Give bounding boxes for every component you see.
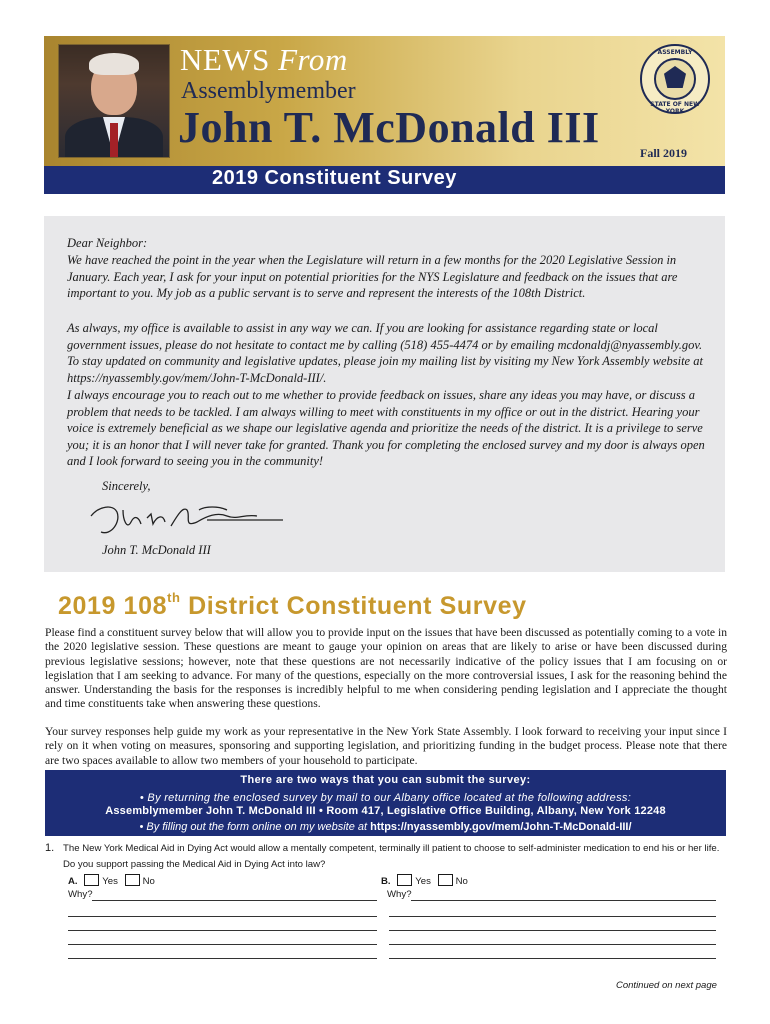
survey-url-link[interactable]: https://nyassembly.gov/mem/John-T-McDonald-III/ [370,821,632,833]
issue-season: Fall 2019 [640,146,687,160]
answer-line-b[interactable] [389,916,716,917]
answer-line-b[interactable] [389,944,716,945]
role-title: Assemblymember [181,78,356,104]
respondent-b-options: B. Yes No [381,876,468,887]
signature-icon [87,496,287,540]
answer-line-b[interactable] [389,958,716,959]
submit-mail-option: • By returning the enclosed survey by mail to our Albany office located at the following address: [139,792,632,804]
survey-title-bar [44,166,725,194]
letter-paragraph: We have reached the point in the year when the Legislature will return in a few months for the 2020 Legislative Session in January. Each year, I ask for your input on potential priorities for the NYS Legislature and feedback on the issues that are important to you. My job as a public servant is to serve and represent the interests of the 108th District. [67,253,678,301]
question-text: The New York Medical Aid in Dying Act would allow a mentally competent, terminally ill patient to choose to self-administer medication to end his or her life. Do you support passing the Medical Aid in Dying Act into law? [63,843,720,870]
no-checkbox-a[interactable] [125,874,140,886]
member-name: John T. McDonald III [178,103,600,152]
yes-checkbox-a[interactable] [84,874,99,886]
survey-title: 2019 Constituent Survey [212,167,457,189]
answer-line-a[interactable] [68,916,377,917]
answer-line-a[interactable] [92,900,377,901]
letter-paragraph: I always encourage you to reach out to me whether to provide feedback on issues, share any ideas you may have, or discuss a problem that needs to be tackled. I am always willing to meet with constituents in my office or out in the district. Hearing your voice is extremely beneficial as we shape our legislative agenda and prioritize the needs of the district. It is a privilege to serve you; it is an honor that I will never take for granted. Thank you for completing the enclosed survey and my door is always open and I look forward to seeing you in the community! [67,388,705,469]
letter-paragraph: As always, my office is available to assist in any way we can. If you are looking for assistance regarding state or local government issues, please do not hesitate to contact me by calling (518) 455-4474 or by emailing mcdonaldj@nyassembly.gov. To stay updated on community and legislative updates, please join my mailing list by visiting my New York Assembly website at https://nyassembly.gov/mem/John-T-McDonald-III/. [67,321,703,385]
answer-line-b[interactable] [389,930,716,931]
yes-checkbox-b[interactable] [397,874,412,886]
why-label-b: Why? [387,889,412,900]
signer-name: John T. McDonald III [102,543,211,557]
state-seal-icon: ASSEMBLY STATE OF NEW YORK [640,44,710,114]
assemblymember-photo [58,44,170,158]
closing: Sincerely, [102,479,151,493]
answer-line-a[interactable] [68,958,377,959]
answer-line-a[interactable] [68,930,377,931]
submit-info-box [45,770,726,836]
submit-online-option: • By filling out the form online on my website at https://nyassembly.gov/mem/John-T-McDonald-III/ [139,821,632,833]
survey-intro-paragraph: Please find a constituent survey below that will allow you to provide input on the issues that have been discussed as potentially coming to a vote in the 2020 legislative session. These questions are meant to gauge your opinion on areas that are likely to arise or have been discussed during previous legislative sessions; however, note that these questions are not necessarily indicative of the policy issues that I am focusing on or legislation that I am seeking to advance. For many of the questions, especially on the more controversial issues, I ask for the reasoning behind the answer. Understanding the basis for the responses is incredibly helpful to me when considering pending legislation and I appreciate the thought and time constituents take when answering these questions. [45,626,727,711]
answer-line-a[interactable] [68,944,377,945]
question-number: 1. [45,842,55,854]
submit-address: Assemblymember John T. McDonald III • Room 417, Legislative Office Building, Albany, New York 12248 [105,805,666,817]
why-label-a: Why? [68,889,93,900]
answer-line-b[interactable] [411,900,716,901]
submit-title: There are two ways that you can submit the survey: [240,774,531,786]
news-heading: NEWS From [180,42,348,77]
survey-intro-paragraph: Your survey responses help guide my work as your representative in the New York State Assembly. I look forward to receiving your input since I rely on it when voting on measures, sponsoring and supporting legislation, and prioritizing funding in the budget process. Please note that there are two spaces available to allow two members of your household to participate. [45,725,727,767]
respondent-a-options: A. Yes No [68,876,155,887]
salutation: Dear Neighbor: [67,236,148,250]
no-checkbox-b[interactable] [438,874,453,886]
continued-note: Continued on next page [616,980,717,991]
survey-heading: 2019 108th District Constituent Survey [58,590,527,620]
